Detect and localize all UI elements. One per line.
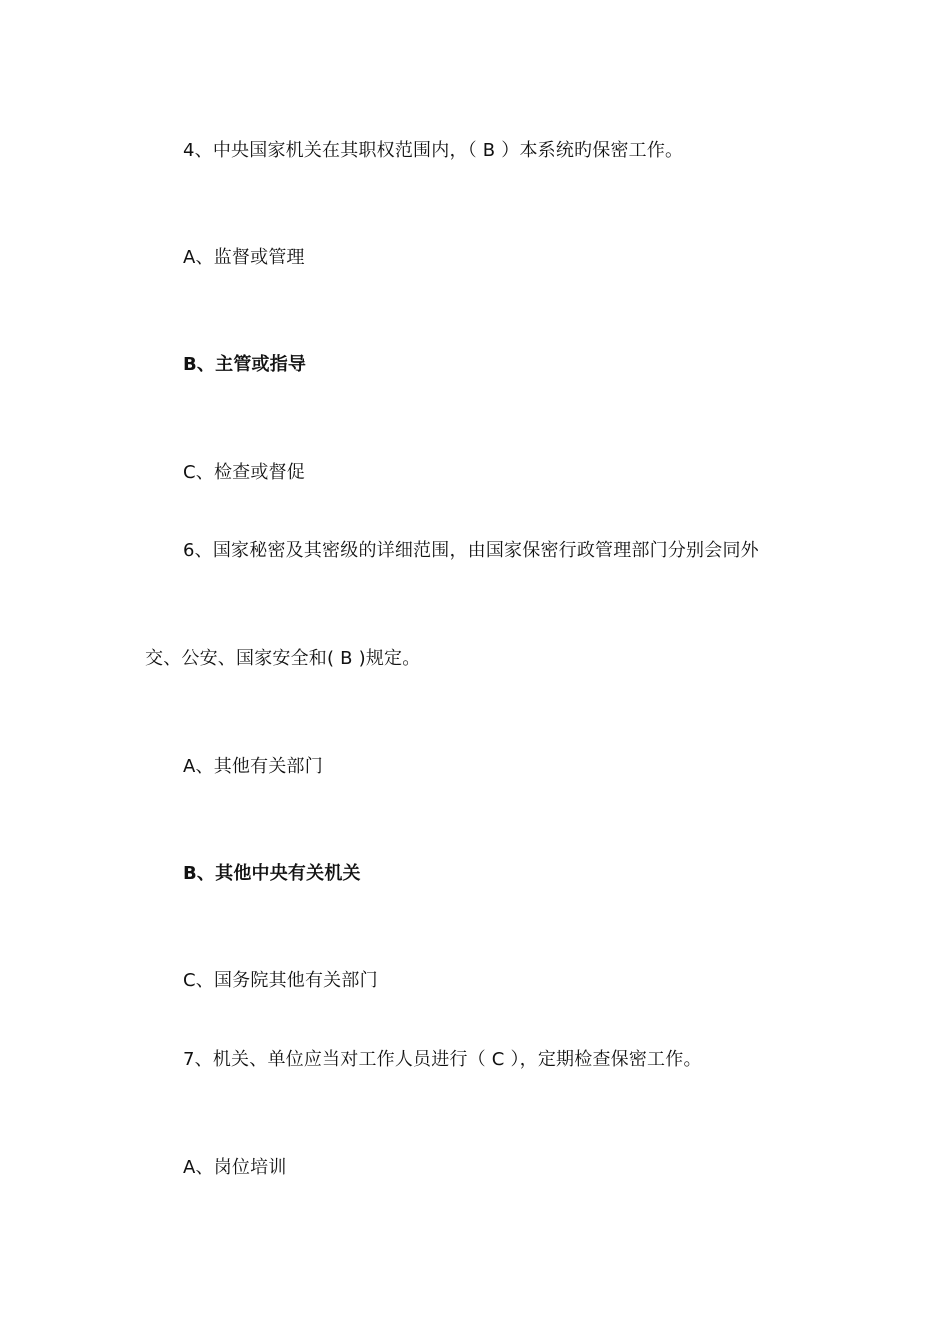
- question-6-option-a: A、其他有关部门: [183, 756, 323, 777]
- question-4-option-c: C、检查或督促: [183, 462, 305, 483]
- question-6-stem-line2: 交、公安、国家安全和( B )规定。: [145, 648, 421, 669]
- question-6-stem-line1: 6、国家秘密及其密级的详细范围，由国家保密行政管理部门分别会同外: [183, 540, 759, 561]
- question-4-option-a: A、监督或管理: [183, 247, 305, 268]
- question-7-option-a: A、岗位培训: [183, 1157, 287, 1178]
- question-4-option-b: B、主管或指导: [183, 354, 307, 375]
- question-6-option-c: C、国务院其他有关部门: [183, 970, 378, 991]
- question-4-stem: 4、中央国家机关在其职权范围内，（ B ）本系统旳保密工作。: [183, 140, 684, 161]
- question-6-option-b: B、其他中央有关机关: [183, 863, 361, 884]
- question-7-stem: 7、机关、单位应当对工作人员进行（ C ），定期检查保密工作。: [183, 1049, 702, 1070]
